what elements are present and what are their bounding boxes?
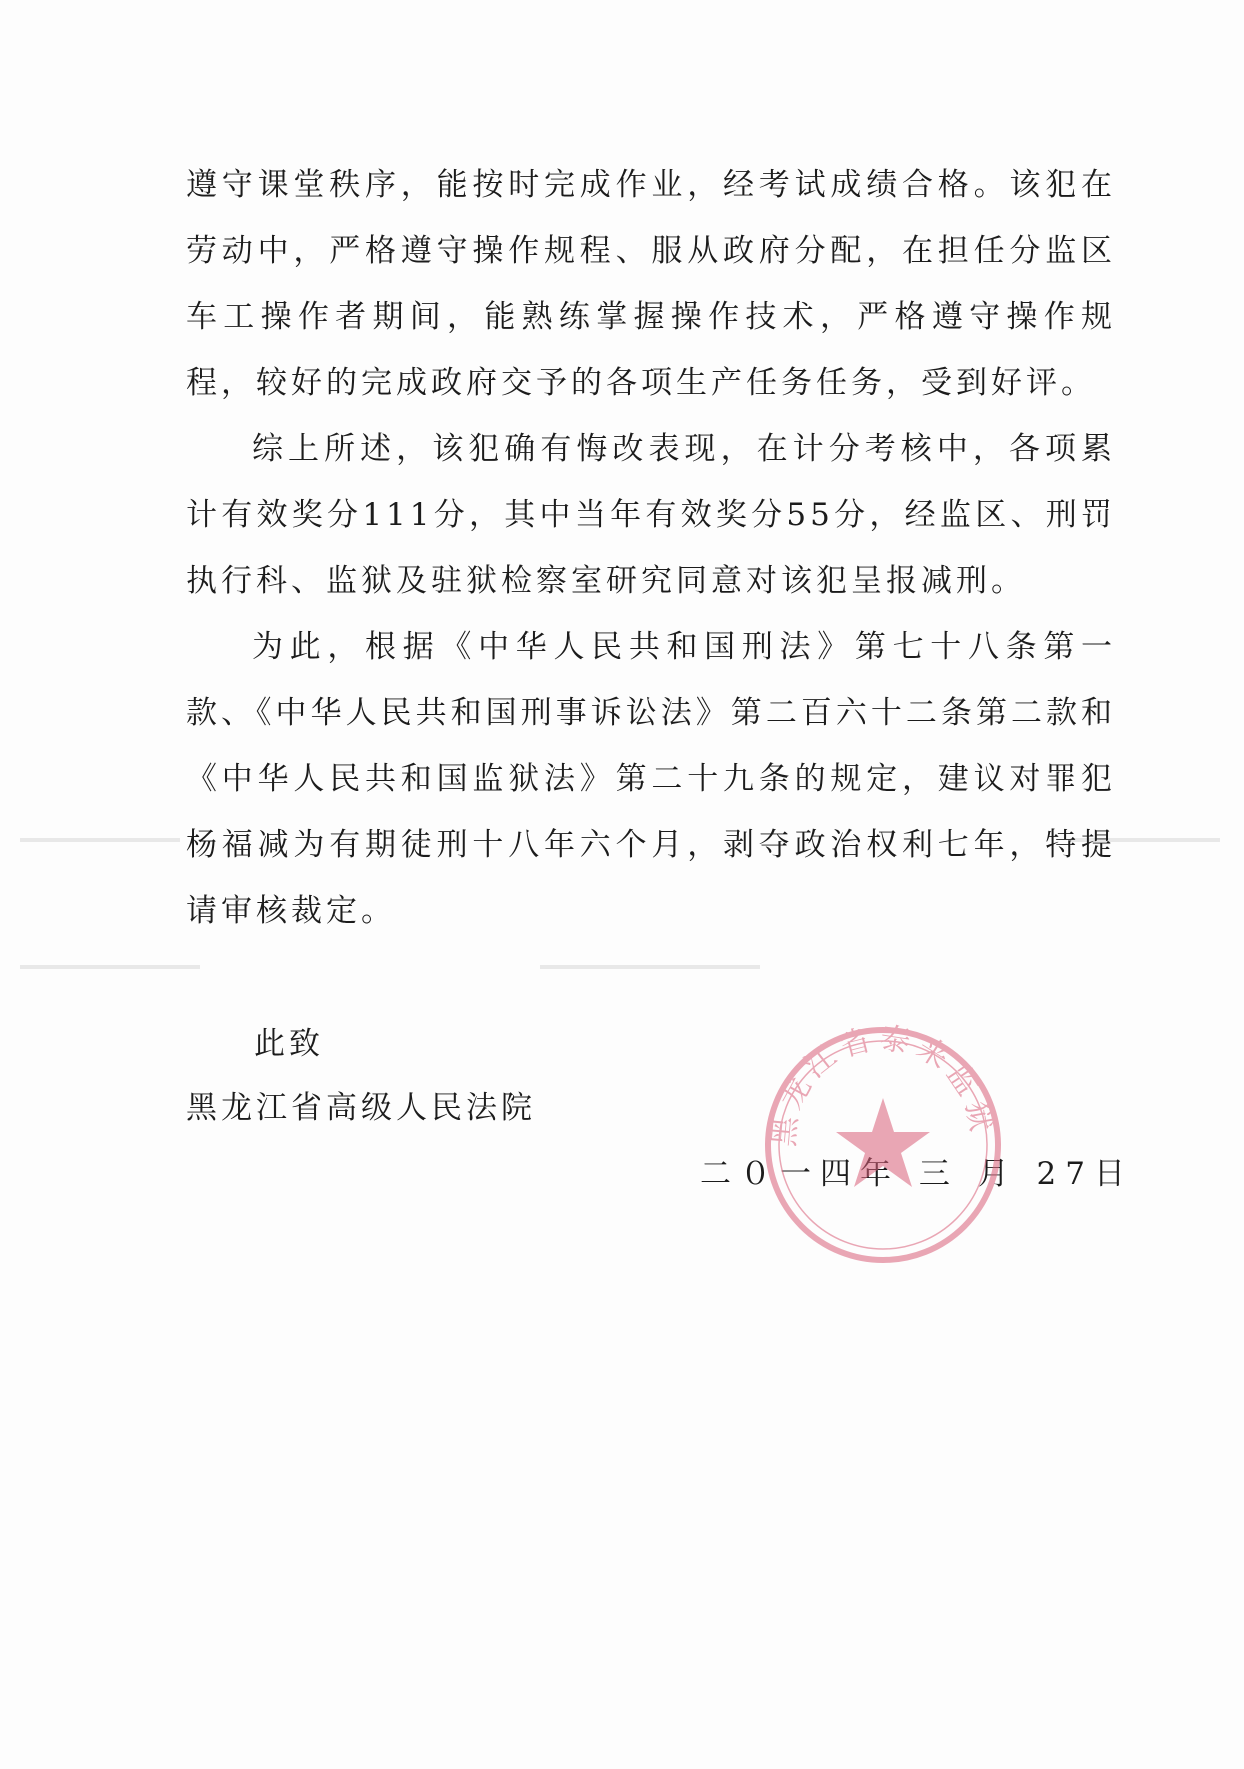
closing-salutation: 此致: [254, 1026, 324, 1062]
star-icon: [836, 1098, 930, 1187]
recipient: 黑龙江省高级人民法院: [186, 1090, 536, 1126]
body-paragraph-3: 为此，根据《中华人民共和国刑法》第七十八条第一款、《中华人民共和国刑事诉讼法》第二百六十二条第二款和《中华人民共和国监狱法》第二十九条的规定，建议对罪犯杨福减为有期徒刑十八年六个月，剥夺政治权利七年，特提请审核裁定。: [186, 629, 1116, 929]
scan-artifact: [20, 965, 200, 969]
document-date: 二０一四年 三 月 27日: [700, 1156, 1135, 1192]
body-paragraph-1: 遵守课堂秩序，能按时完成作业，经考试成绩合格。该犯在劳动中，严格遵守操作规程、服从政府分配，在担任分监区车工操作者期间，能熟练掌握操作技术，严格遵守操作规程，较好的完成政府交予的各项生产任务任务，受到好评。: [186, 167, 1116, 401]
scan-artifact: [540, 965, 760, 969]
body-paragraph-2: 综上所述，该犯确有悔改表现，在计分考核中，各项累计有效奖分111分，其中当年有效奖分55分，经监区、刑罚执行科、监狱及驻狱检察室研究同意对该犯呈报减刑。: [186, 431, 1116, 599]
scan-artifact: [20, 838, 180, 842]
official-seal: [758, 1020, 1008, 1270]
seal-text: 黑龙江省泰来监狱: [766, 1020, 1000, 1149]
